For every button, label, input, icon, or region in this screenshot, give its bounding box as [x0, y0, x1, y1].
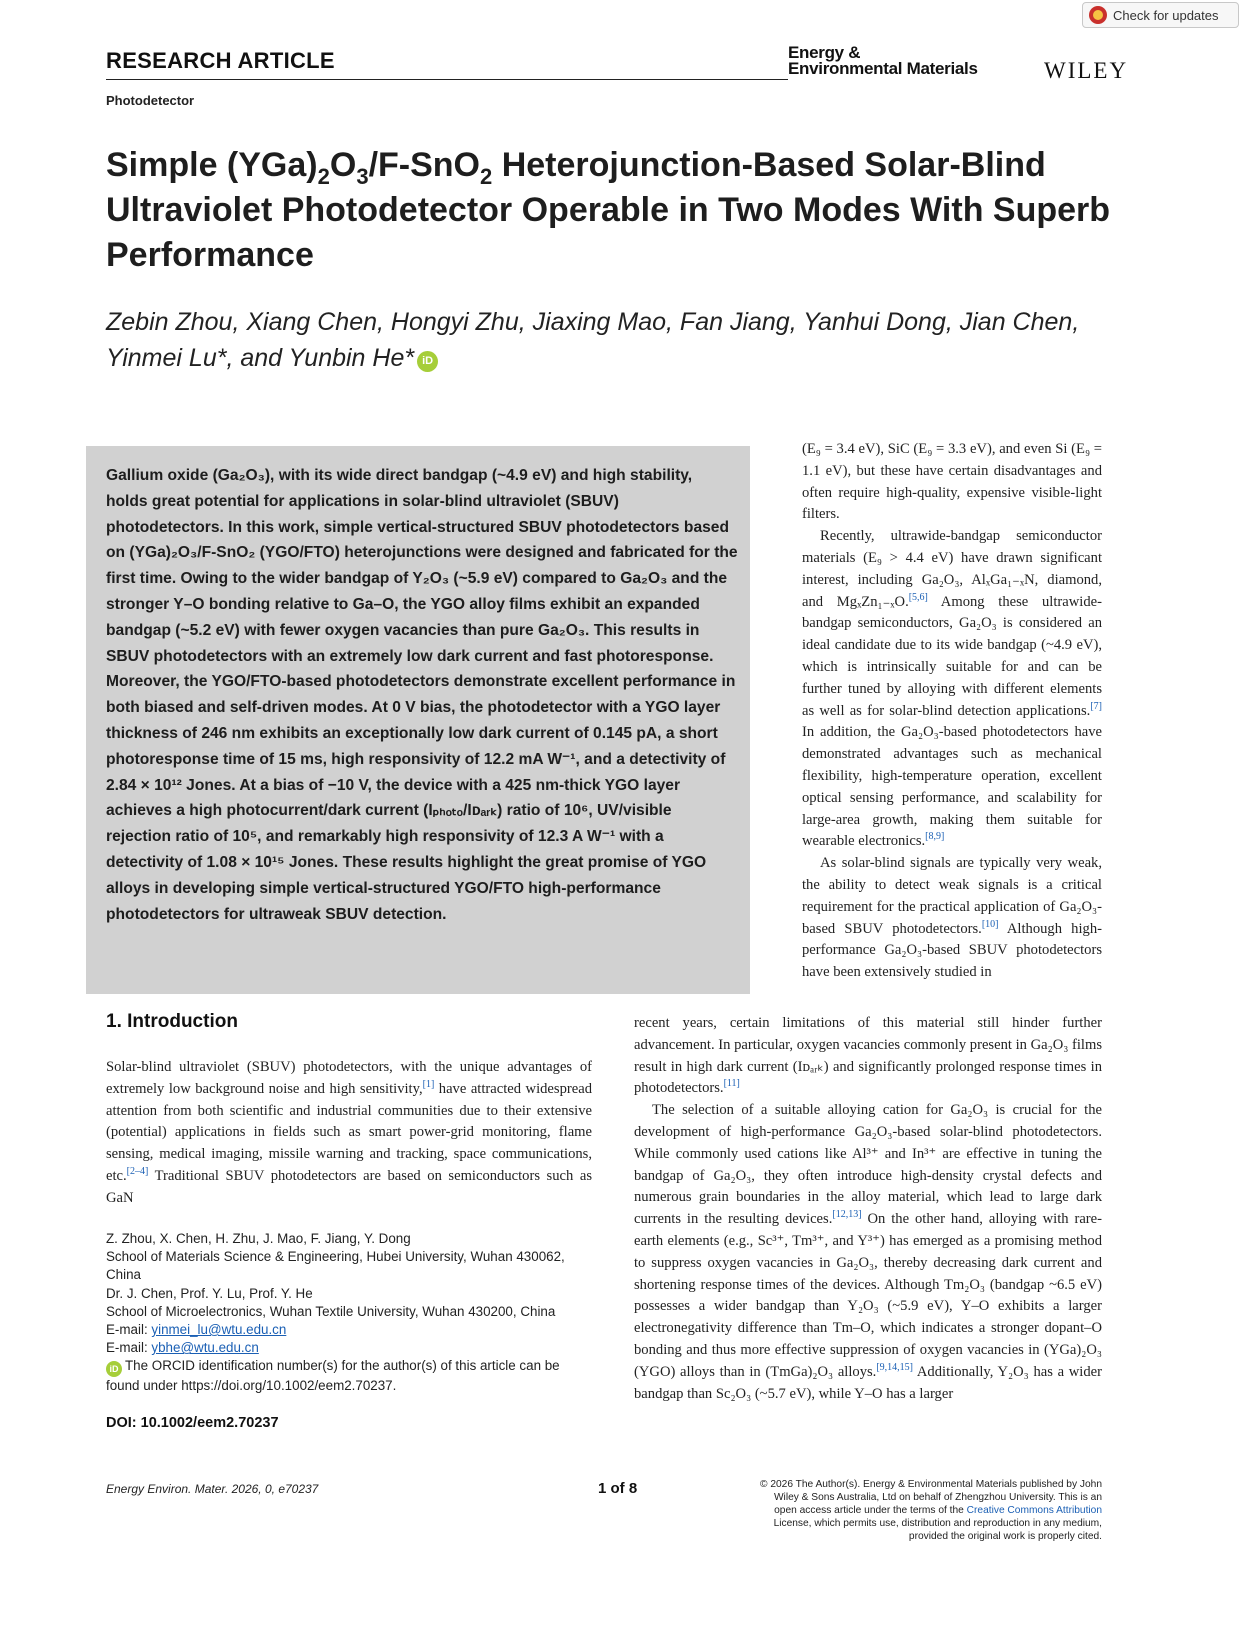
paragraph: The selection of a suitable alloying cation for Ga₂O₃ is crucial for the development of high-performance Ga₂O₃-based solar-blind photodetectors. While commonly used cations like Al³⁺ and In³⁺ are effective in tuning the bandgap of Ga₂O₃, they often introduce high-density crystal defects and numerous grain boundaries in the alloy material, which lead to large dark currents in the resulting devices.[12,13] On the other hand, alloying with rare-earth elements (e.g., Sc³⁺, Tm³⁺, and Y³⁺) has emerged as a promising method to suppress oxygen vacancies in Ga₂O₃, thereby decreasing dark current and shortening response times of the devices. Although Tm₂O₃ (bandgap ~6.5 eV) possesses a wider bandgap than Y₂O₃ (~5.9 eV), Y–O exhibits a larger electronegativity difference than Tm–O, which indicates a stronger dopant–O bonding and thus more effective suppression of oxygen vacancies in (YGa)₂O₃ (YGO) alloys than in (TmGa)₂O₃ alloys.[9,14,15] Additionally, Y₂O₃ has a wider bandgap than Sc₂O₃ (~5.7 eV), while Y–O has a larger	[634, 1102, 1103, 1402]
section-label: Photodetector	[106, 93, 195, 108]
orcid-icon[interactable]: iD	[417, 351, 438, 372]
article-type: RESEARCH ARTICLE	[106, 48, 335, 73]
page-number: 1 of 8	[598, 1480, 638, 1497]
citation-link[interactable]: [1]	[422, 1078, 435, 1090]
citation-link[interactable]: [7]	[1090, 700, 1102, 712]
doi: DOI: 10.1002/eem2.70237	[106, 1415, 279, 1431]
abstract-text: Gallium oxide (Ga₂O₃), with its wide direct bandgap (~4.9 eV) and high stability, holds great potential for applications in solar-blind ultraviolet (SBUV) photodetectors. In this work, simple vertical-structured SBUV photodetectors based on (YGa)₂O₃/F-SnO₂ (YGO/FTO) heterojunctions were designed and fabricated for the first time. Owing to the wider bandgap of Y₂O₃ (~5.9 eV) compared to Ga₂O₃ and the stronger Y–O bonding relative to Ga–O, the YGO alloy films exhibit an expanded bandgap (~5.2 eV) with fewer oxygen vacancies than pure Ga₂O₃. This results in SBUV photodetectors with an extremely low dark current and fast photoresponse. Moreover, the YGO/FTO-based photodetectors demonstrate excellent performance in both biased and self-driven modes. At 0 V bias, the photodetector with a YGO layer thickness of 246 nm exhibits an exceptionally low dark current of 0.145 pA, a short photoresponse time of 15 ms, high responsivity of 12.2 mA W⁻¹, and a detectivity of 2.84 × 10¹² Jones. At a bias of −10 V, the device with a 425 nm-thick YGO layer achieves a high photocurrent/dark current (Iₚₕₒₜₒ/Iᴅₐᵣₖ) ratio of 10⁶, UV/visible rejection ratio of 10⁵, and remarkably high responsivity of 12.3 A W⁻¹ with a detectivity of 1.08 × 10¹⁵ Jones. These results highlight the great promise of YGO alloys in developing simple vertical-structured YGO/FTO high-performance photodetectors for ultraweak SBUV detection.	[106, 467, 738, 923]
header-divider	[106, 79, 788, 80]
right-column-bottom	[634, 1013, 1102, 1405]
email-line-2: E-mail: ybhe@wtu.edu.cn	[106, 1340, 259, 1356]
check-for-updates-button[interactable]	[1082, 2, 1239, 28]
author-line-1: Zebin Zhou, Xiang Chen, Hongyi Zhu, Jiaxing Mao, Fan Jiang, Yanhui Dong, Jian Chen,	[106, 308, 1080, 336]
email-line-1: E-mail: yinmei_lu@wtu.edu.cn	[106, 1322, 287, 1338]
citation-link[interactable]: [2–4]	[126, 1166, 149, 1178]
check-for-updates-label: Check for updates	[1113, 7, 1219, 23]
paragraph: Recently, ultrawide-bandgap semiconductor materials (E₉ > 4.4 eV) have drawn significant interest, including Ga₂O₃, AlₓGa₁₋ₓN, diamond, and MgₓZn₁₋ₓO.[5,6] Among these ultrawide-bandgap semiconductors, Ga₂O₃ is considered an ideal candidate due to its wide bandgap (~4.9 eV), which is intrinsically suitable for and can be further tuned by alloying with different elements as well as for solar-blind detection applications.[7] In addition, the Ga₂O₃-based photodetectors have demonstrated advantages such as mechanical flexibility, high-temperature operation, excellent optical sensing performance, and scalability for large-area growth, making them suitable for wearable electronics.[8,9]	[802, 528, 1102, 850]
citation-link[interactable]: [8,9]	[925, 831, 945, 843]
copyright-notice: © 2026 The Author(s). Energy & Environmental Materials published by John Wiley & Sons Australia, Ltd on behalf of Zhengzhou University. This is an open access article under the terms of the Creative Commons Attribution License, which permits use, distribution and reproduction in any medium, provided the original work is properly cited.	[760, 1479, 1102, 1542]
affiliation-institution-2: School of Microelectronics, Wuhan Textile University, Wuhan 430200, China	[106, 1303, 556, 1319]
journal-logo	[788, 45, 978, 77]
affiliations	[106, 1230, 592, 1396]
right-column-top	[802, 439, 1102, 984]
affiliation-names-1: Z. Zhou, X. Chen, H. Zhu, J. Mao, F. Jiang, Y. Dong	[106, 1231, 411, 1246]
journal-logo-line2: Environmental Materials	[788, 59, 978, 78]
citation-link[interactable]: [10]	[981, 918, 999, 930]
citation-link[interactable]: [11]	[723, 1078, 740, 1090]
email-link[interactable]: ybhe@wtu.edu.cn	[151, 1340, 259, 1356]
article-title: Simple $(YGa)_2O_3/F-SnO_2$ Heterojunction-Based Solar-Blind Ultraviolet Photodetector Operable in Two Modes With Superb Performance	[106, 146, 1111, 274]
author-line-2: Yinmei Lu*, and Yunbin He* iD	[106, 340, 1106, 376]
license-link[interactable]: Creative Commons Attribution	[966, 1505, 1102, 1516]
paragraph: As solar-blind signals are typically very weak, the ability to detect weak signals is a critical requirement for the practical application of Ga₂O₃-based SBUV photodetectors.[10] Although high-performance Ga₂O₃-based SBUV photodetectors have been extensively studied in	[802, 855, 1102, 981]
check-updates-icon	[1089, 6, 1107, 24]
citation-link[interactable]: [12,13]	[832, 1209, 862, 1221]
orcid-note: iD The ORCID identification number(s) for the author(s) of this article can be found under https://doi.org/10.1002/eem2.70237.	[106, 1358, 560, 1394]
orcid-icon: iD	[106, 1361, 122, 1377]
citation-link[interactable]: [5,6]	[908, 591, 928, 603]
footer-journal-citation: Energy Environ. Mater. 2026, 0, e70237	[106, 1482, 319, 1496]
affiliation-names-2: Dr. J. Chen, Prof. Y. Lu, Prof. Y. He	[106, 1285, 313, 1301]
paragraph: (E₉ = 3.4 eV), SiC (E₉ = 3.3 eV), and even Si (E₉ = 1.1 eV), but these have certain disadvantages and often require high-quality, expensive visible-light filters.	[802, 441, 1102, 523]
introduction-paragraph: Solar-blind ultraviolet (SBUV) photodetectors, with the unique advantages of extremely low background noise and high sensitivity,[1] have attracted widespread attention from both scientific and industrial communities due to their extensive (potential) applications in fields such as smart power-grid monitoring, flame sensing, medical imaging, missile warning and tracking, space communications, etc.[2–4] Traditional SBUV photodetectors are based on semiconductors such as GaN	[106, 1059, 592, 1206]
citation-link[interactable]: [9,14,15]	[876, 1361, 914, 1373]
affiliation-institution-1: School of Materials Science & Engineering, Hubei University, Wuhan 430062, China	[106, 1249, 565, 1283]
section-heading-introduction: 1. Introduction	[106, 1011, 238, 1032]
paragraph: recent years, certain limitations of this material still hinder further advancement. In particular, oxygen vacancies commonly present in Ga₂O₃ films result in high dark current (Iᴅₐᵣₖ) and significantly prolonged response times in photodetectors.[11]	[634, 1015, 1102, 1097]
publisher-logo: WILEY	[1044, 58, 1129, 83]
author-list	[106, 304, 1106, 376]
journal-logo-line1: Energy &	[788, 43, 861, 62]
email-link[interactable]: yinmei_lu@wtu.edu.cn	[151, 1322, 287, 1338]
